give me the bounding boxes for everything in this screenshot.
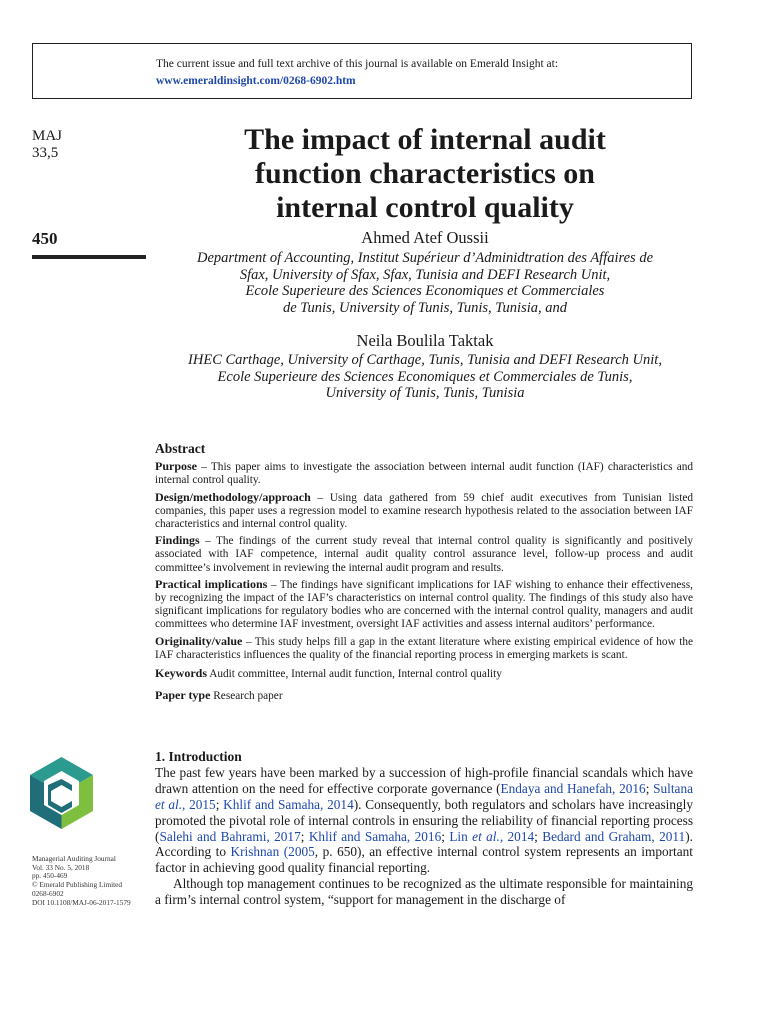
author-name: Ahmed Atef Oussii (361, 228, 489, 247)
journal-access-notice (32, 43, 692, 99)
section-text: – This study helps fill a gap in the extant literature where existing empirical evidence of how the IAF characteristics influences the quality of the financial reporting process in emerging markets is scant. (155, 635, 693, 661)
title-line: The impact of internal audit (244, 123, 606, 156)
introduction-section (155, 749, 693, 908)
affiliation-line: de Tunis, University of Tunis, Tunis, Tunisia, and (282, 299, 567, 316)
section-text: – Using data gathered from 59 chief audit executives from Tunisian listed companies, this paper uses a regression model to examine research hypothesis related to the association between IAF characteristics and internal control quality. (155, 491, 693, 531)
abstract-heading: Abstract (155, 441, 206, 456)
section-text: – The findings of the current study reveal that internal control quality is significantly and positively associated with IAF competence, internal audit quality control assurance level, follow-up process and audit committee’s involvement in reviewing the internal audit program and results. (155, 535, 694, 574)
meta-line: © Emerald Publishing Limited (32, 880, 123, 890)
keywords-label: Keywords (155, 666, 207, 681)
paper-type-label: Paper type (155, 688, 211, 703)
abstract (155, 442, 693, 703)
meta-line: Vol. 33 No. 5, 2018 (32, 862, 90, 872)
abstract-practical-implications (155, 578, 693, 632)
paragraph-text: , p. 650), an effective internal control system represents an important factor in achieving good quality financial reporting. (155, 844, 693, 876)
author-name: Neila Boulila Taktak (356, 331, 494, 350)
meta-line: Managerial Auditing Journal (32, 854, 116, 863)
author-affiliation (155, 250, 695, 316)
journal-url-link[interactable]: www.emeraldinsight.com/0268-6902.htm (156, 75, 356, 87)
section-label: Purpose (155, 459, 197, 474)
paragraph-text: ). Consequently, both regulators and scholars have increasingly promoted the pivotal role of internal controls in ensuring the reliability of financial reporting process ( (155, 796, 694, 844)
keywords (155, 667, 693, 681)
intro-paragraph (155, 765, 693, 876)
section-label: Originality/value (155, 633, 243, 648)
citation-link[interactable]: Khlif and Samaha, 2014 (223, 796, 354, 812)
citation-link[interactable]: , 2014 (499, 828, 535, 844)
margin-rule (32, 255, 146, 259)
paper-type (155, 689, 693, 703)
citation-link[interactable]: , 2015 (182, 796, 216, 812)
section-text: – The findings have significant implications for IAF wishing to enhance their effectiveness, by recognizing the impact of the IAF’s characteristics on internal control quality. The findings of this study also have significant implications for regulatory bodies who are concerned with the internal control quality, managers and audit committees who determine IAF investment, oversight IAF activities and assess internal auditors’ performance. (155, 578, 693, 631)
author-affiliation (155, 352, 695, 402)
journal-abbrev: MAJ (32, 128, 63, 144)
title-line: internal control quality (276, 191, 574, 224)
abstract-originality (155, 635, 693, 662)
affiliation-line: Department of Accounting, Institut Supérieur d’Adminidtration des Affaires de (196, 250, 654, 266)
notice-text: The current issue and full text archive of this journal is available on Emerald Insight at: (156, 58, 559, 70)
citation-link[interactable]: Sultana (653, 780, 693, 796)
page-number: 450 (32, 229, 58, 248)
paragraph-text: ; (645, 780, 654, 796)
citation-link[interactable]: Salehi and Bahrami, 2017 (159, 828, 301, 844)
paragraph-text: ; (300, 828, 309, 844)
affiliation-line: Ecole Superieure des Sciences Economiques et Commerciales de Tunis, (217, 368, 633, 385)
citation-link[interactable]: Lin (449, 828, 473, 844)
journal-metadata (32, 855, 131, 907)
paper-type-text: Research paper (213, 690, 283, 703)
affiliation-line: IHEC Carthage, University of Carthage, Tunis, Tunisia and DEFI Research Unit, (188, 352, 662, 368)
volume-issue: 33,5 (32, 145, 59, 161)
paragraph-text: ; (441, 828, 450, 844)
paragraph-text: ). According to (155, 828, 693, 860)
meta-line: DOI 10.1108/MAJ-06-2017-1579 (32, 897, 131, 907)
affiliation-line: Ecole Superieure des Sciences Economiques et Commerciales (245, 283, 605, 300)
paragraph-text: ; (534, 828, 543, 844)
section-text: – This paper aims to investigate the association between internal audit function (IAF) characteristics and internal control quality. (155, 461, 694, 487)
citation-link[interactable]: Krishnan (2005 (230, 844, 315, 860)
abstract-design (155, 491, 693, 532)
paragraph-text: The past few years have been marked by a succession of high-profile financial scandals which have drawn attention on the need for effective corporate governance ( (155, 764, 693, 796)
article-title (170, 123, 680, 225)
section-label: Practical implications (155, 576, 268, 591)
section-heading: 1. Introduction (155, 749, 242, 764)
emerald-logo-icon (30, 757, 93, 829)
citation-link[interactable]: et al. (155, 796, 183, 812)
citation-link[interactable]: Bedard and Graham, 2011 (542, 828, 686, 844)
affiliation-line: Sfax, University of Sfax, Sfax, Tunisia and DEFI Research Unit, (239, 266, 611, 283)
meta-line: 0268-6902 (32, 888, 64, 898)
paragraph-text: ; (215, 796, 224, 812)
journal-code (32, 128, 147, 162)
affiliation-line: University of Tunis, Tunis, Tunisia (325, 385, 525, 402)
title-line: function characteristics on (255, 157, 595, 190)
meta-line: pp. 450-469 (32, 871, 68, 881)
section-label: Design/methodology/approach (155, 489, 311, 504)
section-label: Findings (155, 533, 200, 548)
citation-link[interactable]: Khlif and Samaha, 2016 (308, 828, 442, 844)
intro-paragraph: Although top management continues to be recognized as the ultimate responsible for maintaining a firm’s internal control system, “support for management in the discharge of (155, 876, 693, 908)
citation-link[interactable]: Endaya and Hanefah, 2016 (500, 780, 646, 796)
keywords-text: Audit committee, Internal audit function, Internal control quality (209, 668, 502, 681)
citation-link[interactable]: et al. (472, 828, 500, 844)
abstract-purpose (155, 460, 693, 487)
abstract-findings (155, 534, 693, 575)
